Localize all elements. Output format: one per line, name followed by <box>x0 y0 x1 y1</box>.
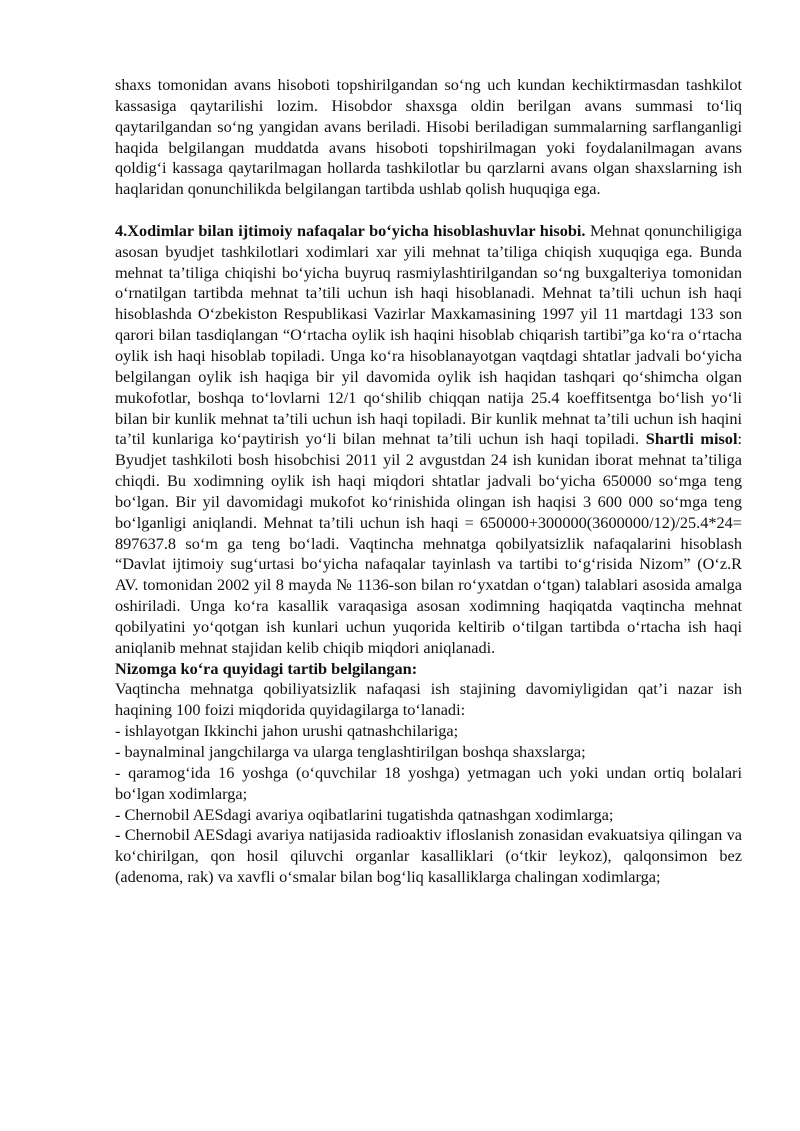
example-label: Shartli misol <box>645 429 738 449</box>
list-item: - ishlayotgan Ikkinchi jahon urushi qatnashchilariga; <box>115 721 459 741</box>
nizom-heading: Nizomga ko‘ra quyidagi tartib belgilangan: <box>115 658 418 678</box>
list-item: - Chernobil AESdagi avariya natijasida radioaktiv ifloslanish zonasidan evakuatsiya qilingan va ko‘chirilgan, qon hosil qiluvchi organlar kasalliklari (o‘tkir leykoz), qalqonsimon bez (adenoma, rak) va xavfli o‘smalar bilan bog‘liq kasalliklarga chalingan xodimlarga; <box>115 825 742 887</box>
list-item: - Chernobil AESdagi avariya oqibatlarini tugatishda qatnashgan xodimlarga; <box>115 804 614 824</box>
example-body: : Byudjet tashkiloti bosh hisobchisi 2011 yil 2 avgustdan 24 ish kunidan iborat mehnat ta’tiliga chiqdi. Bu xodimning oylik ish haqi miqdori shtatlar jadvali bo‘yicha 650000 so‘mga teng bo‘lgan. Bir yil davomidagi mukofot ko‘rinishida olingan ish haqisi 3 600 000 so‘mga teng bo‘lganligi aniqlandi. Mehnat ta’tili uchun ish haqi = 650000+300000(3600000/12)/25.4*24= 897637.8 so‘m ga teng bo‘ladi. Vaqtincha mehnatga qobilyatsizlik nafaqalarini hisoblash “Davlat ijtimoiy sug‘urtasi bo‘yicha nafaqalar tayinlash va tartibi to‘g‘risida Nizom” (O‘z.R AV. tomonidan 2002 yil 8 mayda № 1136-son bilan ro‘yxatdan o‘tgan) talablari asosida amalga oshiriladi. Unga ko‘ra kasallik varaqasiga asosan xodimning haqiqatda vaqtincha mehnat qobilyatini yo‘qotgan ish kunlari uchun yuqorida keltirib o‘tilgan tartibda o‘rtacha ish haqi aniqlanib mehnat stajidan kelib chiqib miqdori aniqlanadi. <box>115 429 742 657</box>
paragraph-gap <box>115 200 742 221</box>
list-item: - baynalminal jangchilarga va ularga tenglashtirilgan boshqa shaxslarga; <box>115 742 586 761</box>
paragraph-avans: shaxs tomonidan avans hisoboti topshirilgandan so‘ng uch kundan kechiktirmasdan tashkilot kassasiga qaytarilishi lozim. Hisobdor shaxsga oldin berilgan avans summasi to‘liq qaytarilgandan so‘ng yangidan avans beriladi. Hisobi beriladigan summalarning sarflanganligi haqida belgilangan muddatda avans hisoboti topshirilmagan yoki foydalanilmagan avans qoldig‘i kassaga qaytarilmagan hollarda tashkilotlar bu qarzlarni avans olgan shaxslarning ish haqlaridan qonunchilikda belgilangan tartibda ushlab qolish huquqiga ega. <box>115 75 742 199</box>
nizom-intro: Vaqtincha mehnatga qobiliyatsizlik nafaqasi ish stajining davomiyligidan qat’i nazar ish haqining 100 foizi miqdorida quyidagilarga to‘lanadi: <box>115 679 742 720</box>
section-4-paragraph <box>115 221 742 659</box>
section-4-body: Mehnat qonunchiligiga asosan byudjet tashkilotlari xodimlari xar yili mehnat ta’tiliga chiqish xuquqiga ega. Bunda mehnat ta’tiliga chiqishi bo‘yicha buyruq rasmiylashtirilgandan so‘ng buxgalteriya tomonidan o‘rnatilgan tartibda mehnat ta’tili uchun ish haqi hisoblanadi. Mehnat ta’tili uchun ish haqi hisoblashda O‘zbekiston Respublikasi Vazirlar Maxkamasining 1997 yil 11 martdagi 133 son qarori bilan tasdiqlangan “O‘rtacha oylik ish haqini hisoblab chiqarish tartibi”ga ko‘ra o‘rtacha oylik ish haqi hisoblab topiladi. Unga ko‘ra hisoblanayotgan vaqtdagi shtatlar jadvali bo‘yicha belgilangan oylik ish haqiga bir yil davomida oylik ish haqidan tashqari qo‘shimcha olgan mukofotlar, boshqa to‘lovlarni 12/1 qo‘shilib chiqqan natija 25.4 koeffitsentga bo‘lish yo‘li bilan bir kunlik mehnat ta’tili uchun ish haqi topiladi. Bir kunlik mehnat ta’tili uchun ish haqini ta’til kunlariga ko‘paytirish yo‘li bilan mehnat ta’tili uchun ish haqi topiladi. <box>115 220 742 449</box>
section-4-heading: 4.Xodimlar bilan ijtimoiy nafaqalar bo‘yicha hisoblashuvlar hisobi. <box>115 220 586 240</box>
document-page <box>115 75 742 888</box>
list-item: - qaramog‘ida 16 yoshga (o‘quvchilar 18 yoshga) yetmagan uch yoki undan ortiq bolalari bo‘lgan xodimlarga; <box>115 762 742 803</box>
